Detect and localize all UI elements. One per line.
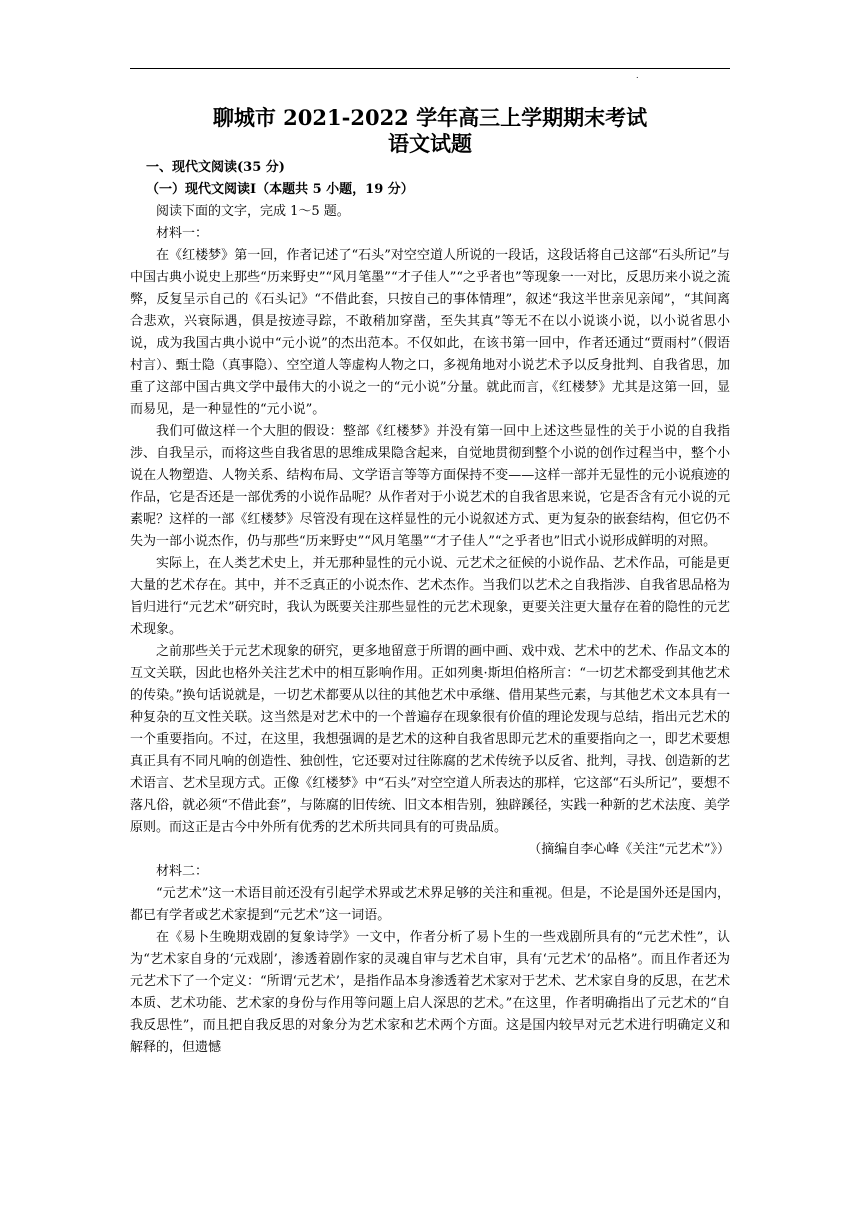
exam-title: 聊城市 2021-2022 学年高三上学期期末考试 — [212, 105, 648, 130]
material-one-label: 材料一： — [156, 226, 209, 241]
exam-subtitle: 语文试题 — [388, 131, 472, 156]
material-one-paragraph: 之前那些关于元艺术现象的研究，更多地留意于所谓的画中画、戏中戏、艺术中的艺术、作品文本的互文关联，因此也格外关注艺术中的相互影响作用。正如列奥·斯坦伯格所言：“一切艺术都受到其他艺术的传染。”换句话说就是，一切艺术都要从以往的其他艺术中承继、借用某些元素，与其他艺术文本具有一种复杂的互文性关联。这当然是对艺术中的一个普遍存在现象很有价值的理论发现与总结，指出元艺术的一个重要指向。不过，在这里，我想强调的是艺术的这种自我省思即元艺术的重要指向之一，即艺术要想真正具有不同凡响的创造性、独创性，它还要对过往陈腐的艺术传统予以反省、批判，寻找、创造新的艺术语言、艺术呈现方式。正像《红楼梦》中“石头”对空空道人所表达的那样，它这部“石头所记”，要想不落凡俗，就必须“不借此套”，与陈腐的旧传统、旧文本相告别，独辟蹊径，实践一种新的艺术法度、美学原则。而这正是古今中外所有优秀的艺术所共同具有的可贵品质。 — [130, 644, 730, 835]
material-two-paragraph: “元艺术”这一术语目前还没有引起学术界或艺术界足够的关注和重视。但是，不论是国外还是国内，都已有学者或艺术家提到“元艺术”这一词语。 — [130, 886, 730, 923]
corner-mark: . — [636, 71, 639, 80]
material-one-paragraph: 在《红楼梦》第一回，作者记述了“石头”对空空道人所说的一段话，这段话将自己这部“石头所记”与中国古典小说史上那些“历来野史”“风月笔墨”“才子佳人”“之乎者也”等现象一一对比，反思历来小说之流弊，反复呈示自己的《石头记》“不借此套，只按自己的事体情理”，叙述“我这半世亲见亲闻”，“其间离合悲欢，兴衰际遇，俱是按迹寻踪，不敢稍加穿凿，至失其真”等无不在以小说谈小说，以小说省思小说，成为我国古典小说中“元小说”的杰出范本。不仅如此，在该书第一回中，作者还通过“贾雨村”（假语村言）、甄士隐（真事隐）、空空道人等虚构人物之口，多视角地对小说艺术予以反身批判、自我省思，加重了这部中国古典文学中最伟大的小说之一的“元小说”分量。就此而言，《红楼梦》尤其是这第一回，显而易见，是一种显性的“元小说”。 — [130, 248, 730, 417]
header-rule — [130, 68, 730, 69]
instruction-text: 阅读下面的文字，完成 1～5 题。 — [156, 204, 350, 219]
material-one-source: （摘编自李心峰《关注“元艺术”》） — [528, 842, 730, 857]
document-body — [130, 157, 730, 1059]
material-two-label: 材料二： — [156, 864, 209, 879]
section-subheading: （一）现代文阅读Ⅰ（本题共 5 小题，19 分） — [146, 182, 414, 197]
section-heading: 一、现代文阅读(35 分) — [146, 160, 285, 175]
material-two-paragraph: 在《易卜生晚期戏剧的复象诗学》一文中，作者分析了易卜生的一些戏剧所具有的“元艺术性”，认为“艺术家自身的‘元戏剧’，渗透着剧作家的灵魂自审与艺术自审，具有‘元艺术’的品格”。而且作者还为元艺术下了一个定义：“所谓‘元艺术’，是指作品本身渗透着艺术家对于艺术、艺术家自身的反思，在艺术本质、艺术功能、艺术家的身份与作用等问题上启人深思的艺术。”在这里，作者明确指出了元艺术的“自我反思性”，而且把自我反思的对象分为艺术家和艺术两个方面。这是国内较早对元艺术进行明确定义和解释的，但遗憾 — [130, 930, 730, 1055]
material-one-paragraph: 我们可做这样一个大胆的假设：整部《红楼梦》并没有第一回中上述这些显性的关于小说的自我指涉、自我呈示，而将这些自我省思的思维成果隐含起来，自觉地贯彻到整个小说的创作过程当中，整个小说在人物塑造、人物关系、结构布局、文学语言等等方面保持不变——这样一部并无显性的元小说痕迹的作品，它是否还是一部优秀的小说作品呢？从作者对于小说艺术的自我省思来说，它是否含有元小说的元素呢？这样的一部《红楼梦》尽管没有现在这样显性的元小说叙述方式、更为复杂的嵌套结构，但它仍不失为一部小说杰作，仍与那些“历来野史”“风月笔墨”“才子佳人”“之乎者也”旧式小说形成鲜明的对照。 — [130, 424, 730, 549]
material-one-paragraph: 实际上，在人类艺术史上，并无那种显性的元小说、元艺术之征候的小说作品、艺术作品，可能是更大量的艺术存在。其中，并不乏真正的小说杰作、艺术杰作。当我们以艺术之自我指涉、自我省思品格为旨归进行“元艺术”研究时，我认为既要关注那些显性的元艺术现象，更要关注更大量存在着的隐性的元艺术现象。 — [130, 556, 730, 637]
